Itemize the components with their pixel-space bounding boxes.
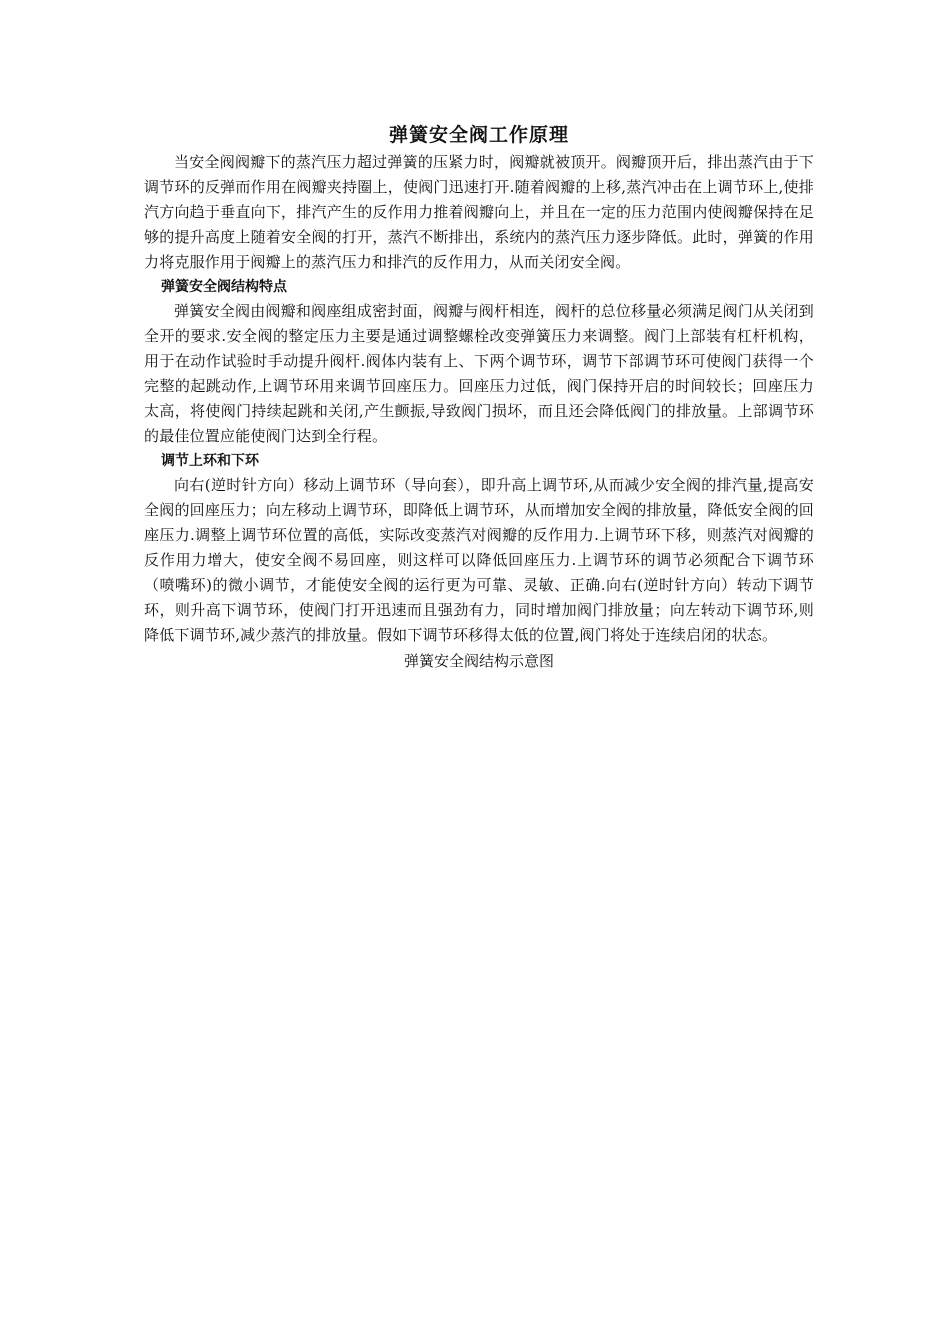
section-paragraph: 向右(逆时针方向）移动上调节环（导向套），即升高上调节环,从而减少安全阀的排汽量,提高安全阀的回座压力；向左移动上调节环，即降低上调节环，从而增加安全阀的排放量，降低安全阀的回座压力.调整上调节环位置的高低，实际改变蒸汽对阀瓣的反作用力.上调节环下移，则蒸汽对阀瓣的反作用力增大，使安全阀不易回座，则这样可以降低回座压力.上调节环的调节必须配合下调节环（喷嘴环)的微小调节，才能使安全阀的运行更为可靠、灵敏、正确.向右(逆时针方向）转动下调节环，则升高下调节环，使阀门打开迅速而且强劲有力，同时增加阀门排放量；向左转动下调节环,则降低下调节环,减少蒸汽的排放量。假如下调节环移得太低的位置,阀门将处于连续启闭的状态。 [144, 476, 814, 644]
document-page [144, 120, 814, 674]
section-structure-features [144, 275, 814, 449]
section-paragraph: 弹簧安全阀由阀瓣和阀座组成密封面，阀瓣与阀杆相连，阀杆的总位移量必须满足阀门从关闭到全开的要求.安全阀的整定压力主要是通过调整螺栓改变弹簧压力来调整。阀门上部装有杠杆机构，用于在动作试验时手动提升阀杆.阀体内装有上、下两个调节环，调节下部调节环可使阀门获得一个完整的起跳动作,上调节环用来调节回座压力。回座压力过低，阀门保持开启的时间较长；回座压力太高，将使阀门持续起跳和关闭,产生颤振,导致阀门损坏，而且还会降低阀门的排放量。上部调节环的最佳位置应能使阀门达到全行程。 [144, 302, 814, 445]
document-title: 弹簧安全阀工作原理 [388, 124, 569, 146]
section-heading: 弹簧安全阀结构特点 [161, 279, 287, 295]
section-heading: 调节上环和下环 [161, 453, 259, 469]
intro-paragraph: 当安全阀阀瓣下的蒸汽压力超过弹簧的压紧力时，阀瓣就被顶开。阀瓣顶开后，排出蒸汽由于下调节环的反弹而作用在阀瓣夹持圈上，使阀门迅速打开.随着阀瓣的上移,蒸汽冲击在上调节环上,使排汽方向趋于垂直向下，排汽产生的反作用力推着阀瓣向上，并且在一定的压力范围内使阀瓣保持在足够的提升高度上随着安全阀的打开，蒸汽不断排出，系统内的蒸汽压力逐步降低。此时，弹簧的作用力将克服作用于阀瓣上的蒸汽压力和排汽的反作用力，从而关闭安全阀。 [144, 153, 814, 271]
section-adjust-rings [144, 449, 814, 648]
figure-caption: 弹簧安全阀结构示意图 [403, 652, 554, 670]
